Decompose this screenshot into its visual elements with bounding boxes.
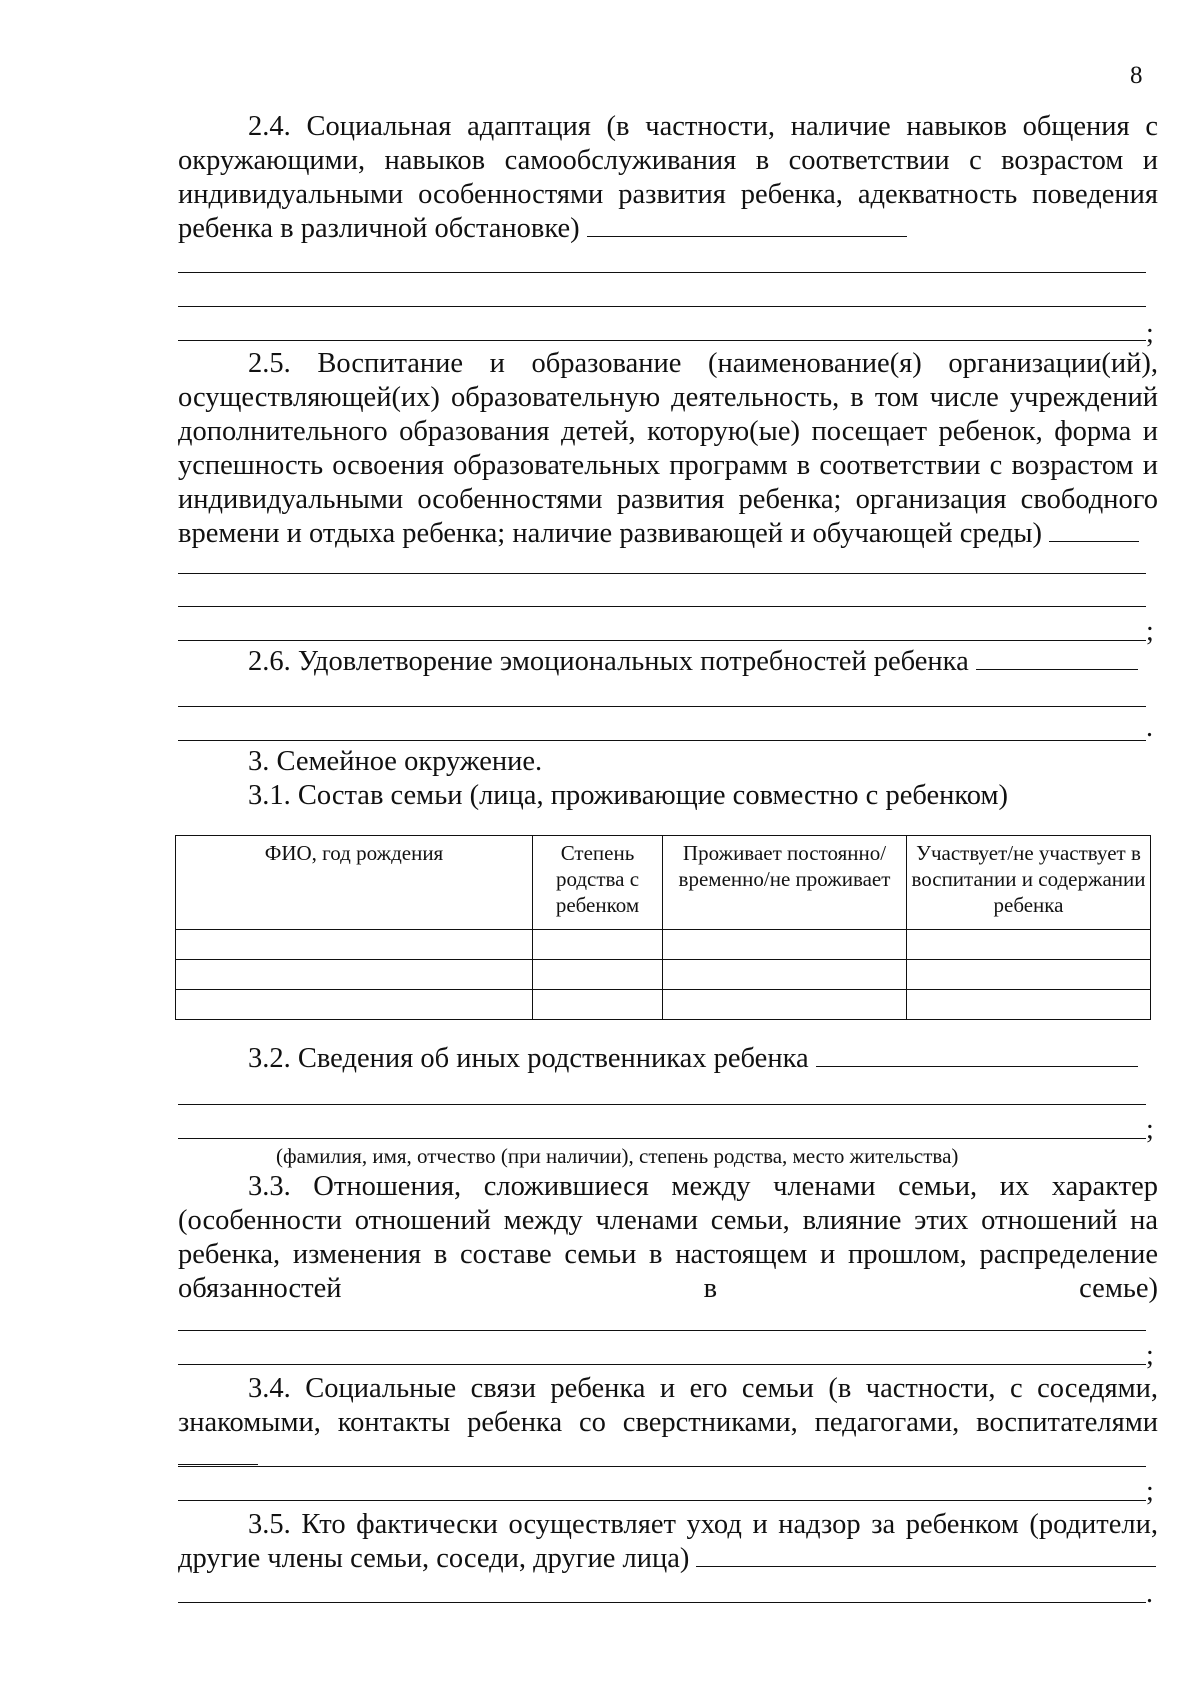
family-composition-table xyxy=(175,835,1151,1020)
table-header-row xyxy=(176,836,1151,930)
table-cell[interactable] xyxy=(663,930,907,960)
fill-line[interactable] xyxy=(178,1440,258,1465)
table-cell[interactable] xyxy=(176,930,533,960)
fill-line[interactable] xyxy=(178,606,1146,607)
fill-line[interactable] xyxy=(178,573,1146,574)
table-cell[interactable] xyxy=(176,990,533,1020)
fill-line[interactable] xyxy=(178,272,1146,273)
fill-line[interactable] xyxy=(178,340,1146,341)
fill-line[interactable] xyxy=(178,1602,1146,1603)
table-cell[interactable] xyxy=(907,960,1151,990)
page-number: 8 xyxy=(1130,62,1143,89)
section-3-2 xyxy=(178,1042,1158,1076)
fill-line[interactable] xyxy=(178,306,1146,307)
relatives-hint: (фамилия, имя, отчество (при наличии), степень родства, место жительства) xyxy=(276,1144,959,1168)
line-terminator: ; xyxy=(1146,1340,1154,1371)
line-terminator: ; xyxy=(1146,1114,1154,1145)
fill-line[interactable] xyxy=(178,740,1146,741)
table-cell[interactable] xyxy=(176,960,533,990)
section-2-5 xyxy=(178,347,1158,551)
line-terminator: . xyxy=(1146,1578,1153,1609)
table-cell[interactable] xyxy=(907,990,1151,1020)
section-3-5-text: 3.5. Кто фактически осуществляет уход и надзор за ребенком (родители, другие члены семьи, соседи, другие лица) xyxy=(178,1509,1158,1574)
fill-line[interactable] xyxy=(178,1364,1146,1365)
table-cell[interactable] xyxy=(663,960,907,990)
fill-line[interactable] xyxy=(178,1330,1146,1331)
section-3-3-text: 3.3. Отношения, сложившиеся между членами семьи, их характер (особенности отношений между членами семьи, влияние этих отношений на ребенка, изменения в составе семьи в настоящем и прошлом, распределение обязанностей в семье) xyxy=(178,1171,1158,1304)
table-cell[interactable] xyxy=(663,990,907,1020)
line-terminator: ; xyxy=(1146,616,1154,647)
section-3-2-text: 3.2. Сведения об иных родственниках ребенка xyxy=(248,1043,809,1074)
table-row xyxy=(176,990,1151,1020)
fill-line[interactable] xyxy=(696,1542,1156,1567)
section-2-5-text: 2.5. Воспитание и образование (наименование(я) организации(ий), осуществляющей(их) образовательную деятельность, в том числе учреждений дополнительного образования детей, которую(ые) посещает ребенок, форма и успешность освоения образовательных программ в соответствии с возрастом и индивидуальными особенностями развития ребенка; организация свободного времени и отдыха ребенка; наличие развивающей и обучающей среды) xyxy=(178,348,1158,549)
table-cell[interactable] xyxy=(907,930,1151,960)
table-header-cell: Степень родства с ребенком xyxy=(533,836,663,930)
section-2-4 xyxy=(178,110,1158,246)
section-3-1-text: 3.1. Состав семьи (лица, проживающие совместно с ребенком) xyxy=(248,780,1009,811)
fill-line[interactable] xyxy=(1049,517,1139,542)
fill-line[interactable] xyxy=(178,1138,1146,1139)
fill-line[interactable] xyxy=(178,1306,963,1331)
section-3-3 xyxy=(178,1170,1158,1340)
table-cell[interactable] xyxy=(533,990,663,1020)
fill-line[interactable] xyxy=(178,1500,1146,1501)
fill-line[interactable] xyxy=(816,1042,1138,1067)
table-header-cell: Проживает постоянно/временно/не проживает xyxy=(663,836,907,930)
section-2-6 xyxy=(178,645,1158,679)
section-2-6-text: 2.6. Удовлетворение эмоциональных потребностей ребенка xyxy=(248,646,969,677)
line-terminator: . xyxy=(1146,712,1153,743)
section-2-4-text: 2.4. Социальная адаптация (в частности, наличие навыков общения с окружающими, навыков самообслуживания в соответствии с возрастом и индивидуальными особенностями развития ребенка, адекватность поведения ребенка в различной обстановке) xyxy=(178,111,1158,244)
fill-line[interactable] xyxy=(178,1104,1146,1105)
table-cell[interactable] xyxy=(533,960,663,990)
table-row xyxy=(176,930,1151,960)
fill-line[interactable] xyxy=(178,640,1146,641)
line-terminator: ; xyxy=(1146,318,1154,349)
table-header-cell: Участвует/не участвует в воспитании и содержании ребенка xyxy=(907,836,1151,930)
section-3-4 xyxy=(178,1372,1158,1474)
table-header-cell: ФИО, год рождения xyxy=(176,836,533,930)
section-3-5 xyxy=(178,1508,1158,1576)
fill-line[interactable] xyxy=(178,1466,1146,1467)
table-cell[interactable] xyxy=(533,930,663,960)
section-3-4-text: 3.4. Социальные связи ребенка и его семьи (в частности, с соседями, знакомыми, контакты ребенка со сверстниками, педагогами, воспитателями xyxy=(178,1373,1158,1438)
section-3-heading: 3. Семейное окружение. xyxy=(248,746,543,777)
fill-line[interactable] xyxy=(178,706,1146,707)
table-row xyxy=(176,960,1151,990)
fill-line[interactable] xyxy=(587,212,907,237)
line-terminator: ; xyxy=(1146,1476,1154,1507)
fill-line[interactable] xyxy=(976,645,1138,670)
